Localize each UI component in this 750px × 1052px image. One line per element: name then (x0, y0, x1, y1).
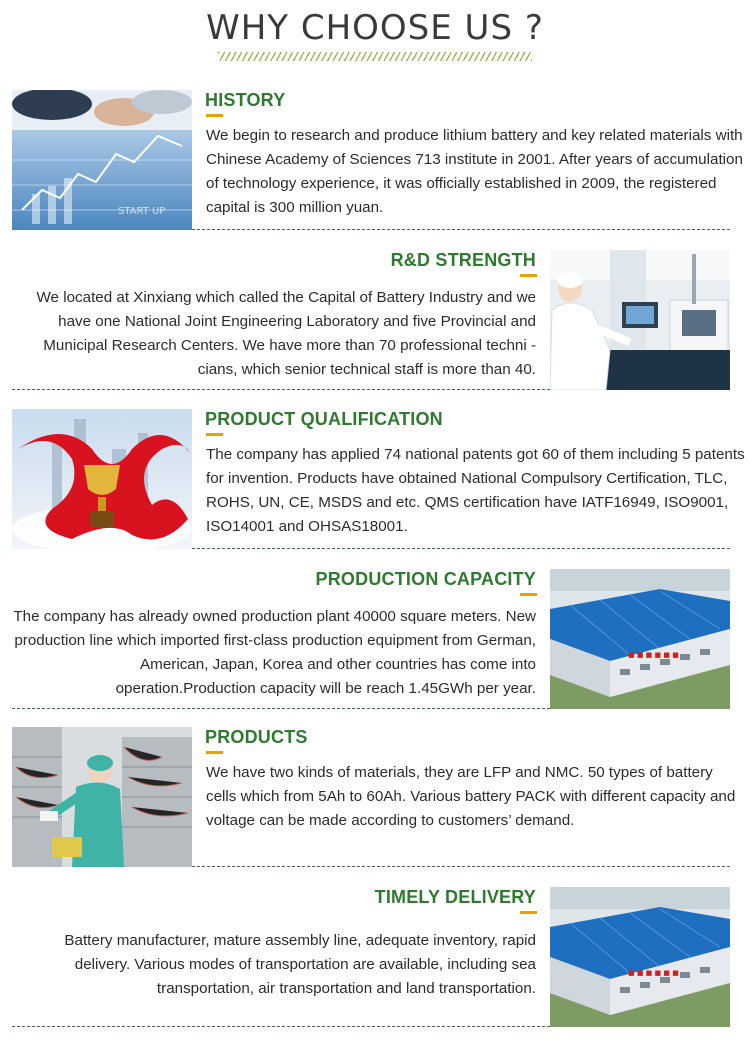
section-text: We have two kinds of materials, they are LFP and NMC. 50 types of battery cells which from 5Ah to 60Ah. Various battery PACK with different capacity and voltage can be made according to customers’ demand. (206, 764, 736, 829)
trophy-ribbon-photo (12, 409, 192, 549)
laboratory-technician-photo (550, 250, 730, 390)
section-heading: PRODUCTION CAPACITY (315, 569, 536, 589)
factory-building-photo (550, 569, 730, 709)
section-heading: R&D STRENGTH (390, 250, 536, 270)
title-underline (218, 52, 532, 61)
section-text: We located at Xinxiang which called the Capital of Battery Industry and we have one National Joint Engineering Laboratory and five Provincial and Municipal Research Centers. We have more than 70 professional techni -cians, which senior technical staff is more than 40. (36, 289, 536, 378)
section-divider (192, 229, 730, 230)
section-heading: PRODUCTS (205, 727, 308, 747)
svg-text:START UP: START UP (118, 206, 166, 217)
section-divider (192, 548, 730, 549)
section-heading: PRODUCT QUALIFICATION (205, 409, 443, 429)
heading-accent-bar (206, 114, 223, 117)
factory-building-photo (550, 887, 730, 1027)
svg-text:■ ■ ■ ■ ■ ■: ■ ■ ■ ■ ■ ■ (628, 651, 679, 659)
heading-accent-bar (206, 433, 223, 436)
section-text: The company has already owned production plant 40000 square meters. New production line which imported first-class production equipment from German, American, Japan, Korea and other countries has come into operation.Production capacity will be reach 1.45GWh per year. (13, 608, 536, 697)
section-divider (12, 1026, 550, 1027)
business-meeting-chart-photo (12, 90, 192, 230)
section-text: Battery manufacturer, mature assembly line, adequate inventory, rapid delivery. Various modes of transportation are available, including sea transportation, air transportation and land transportation. (64, 932, 536, 997)
section-heading: TIMELY DELIVERY (374, 887, 536, 907)
heading-accent-bar (520, 274, 537, 277)
section-heading: HISTORY (205, 90, 286, 110)
heading-accent-bar (520, 593, 537, 596)
section-divider (12, 389, 550, 390)
heading-accent-bar (520, 911, 537, 914)
section-text: The company has applied 74 national patents got 60 of them including 5 patents for invention. Products have obtained National Compulsory Certification, TLC, ROHS, UN, CE, MSDS and etc. QMS certification have IATF16949, ISO9001, ISO14001 and OHSAS18001. (206, 446, 745, 535)
section-text: We begin to research and produce lithium battery and key related materials with Chinese Academy of Sciences 713 institute in 2001. After years of accumulation of technology experience, it was officially established in 2009, the registered capital is 300 million yuan. (206, 127, 743, 216)
battery-testing-worker-photo (12, 727, 192, 867)
section-divider (12, 708, 550, 709)
svg-text:■ ■ ■ ■ ■ ■: ■ ■ ■ ■ ■ ■ (628, 969, 679, 977)
heading-accent-bar (206, 751, 223, 754)
page-title: WHY CHOOSE US ? (206, 8, 544, 48)
section-divider (192, 866, 730, 867)
